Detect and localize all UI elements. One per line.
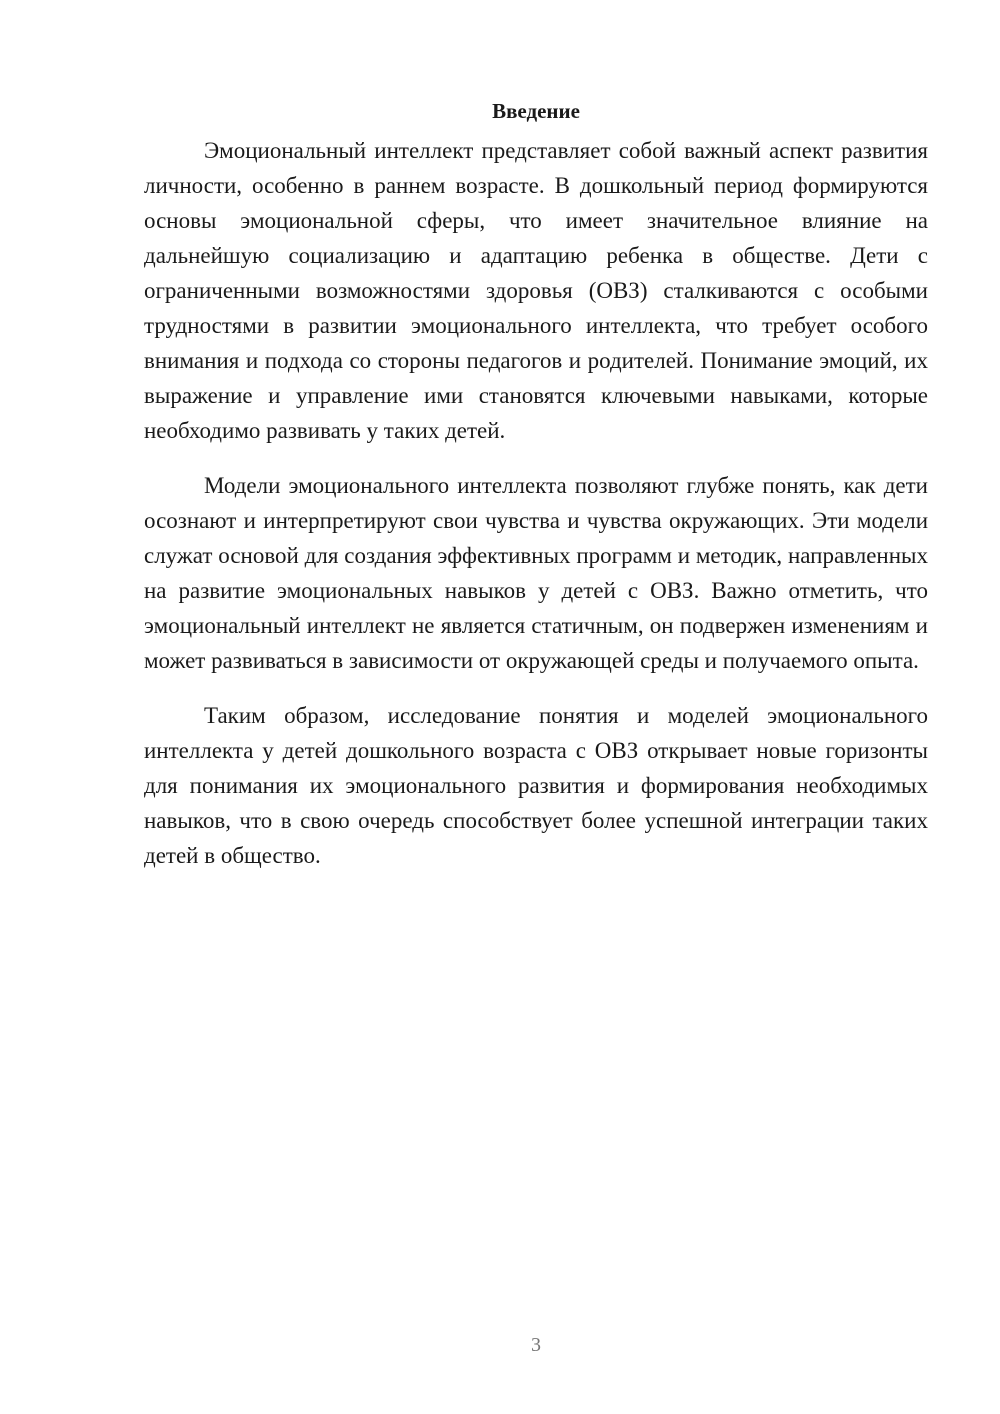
paragraph-2: Модели эмоционального интеллекта позволяют глубже понять, как дети осознают и интерпретируют свои чувства и чувства окружающих. Эти модели служат основой для создания эффективных программ и методик, направленных на развитие эмоциональных навыков у детей с ОВЗ. Важно отметить, что эмоциональный интеллект не является статичным, он подвержен изменениям и может развиваться в зависимости от окружающей среды и получаемого опыта. xyxy=(144,473,928,673)
page-body xyxy=(144,96,928,893)
section-heading: Введение xyxy=(492,99,580,123)
page-number: 3 xyxy=(531,1334,541,1356)
paragraph-3: Таким образом, исследование понятия и моделей эмоционального интеллекта у детей дошкольного возраста с ОВЗ открывает новые горизонты для понимания их эмоционального развития и формирования необходимых навыков, что в свою очередь способствует более успешной интеграции таких детей в общество. xyxy=(144,703,928,868)
paragraph-1: Эмоциональный интеллект представляет собой важный аспект развития личности, особенно в раннем возрасте. В дошкольный период формируются основы эмоциональной сферы, что имеет значительное влияние на дальнейшую социализацию и адаптацию ребенка в обществе. Дети с ограниченными возможностями здоровья (ОВЗ) сталкиваются с особыми трудностями в развитии эмоционального интеллекта, что требует особого внимания и подхода со стороны педагогов и родителей. Понимание эмоций, их выражение и управление ими становятся ключевыми навыками, которые необходимо развивать у таких детей. xyxy=(144,138,928,443)
